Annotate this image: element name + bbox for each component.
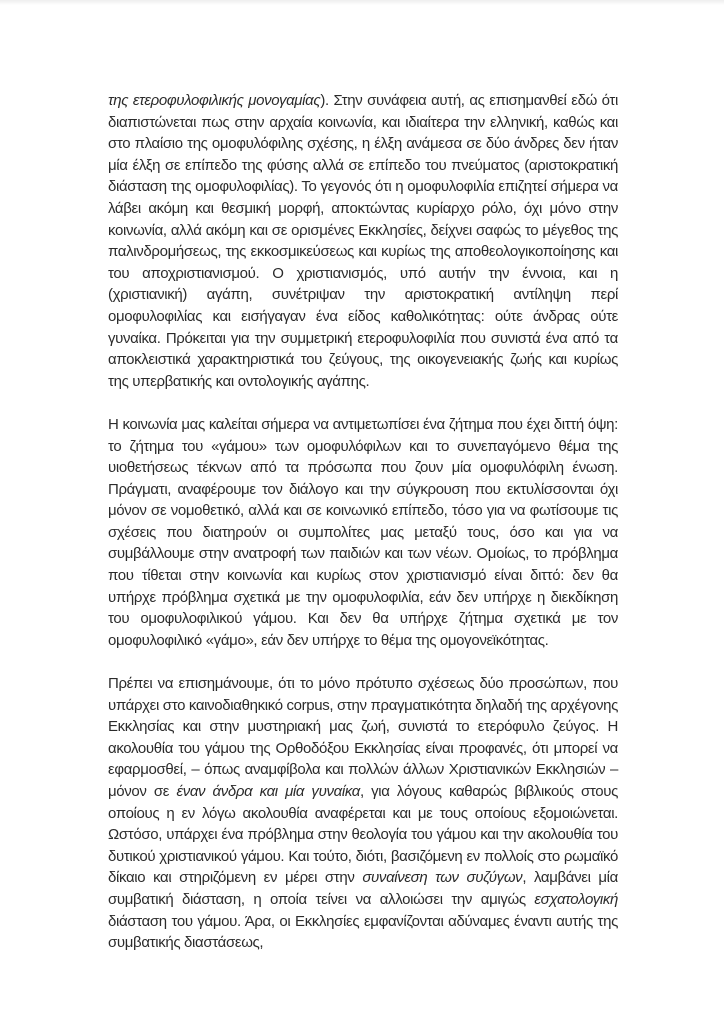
italic-phrase: συναίνεση των συζύγων <box>362 869 523 887</box>
italic-phrase: έναν άνδρα και μία γυναίκα <box>176 783 360 800</box>
text-run: διάσταση του γάμου. Άρα, οι Εκκλησίες εμφανίζονται αδύναμες έναντι αυτής της συμβατικής διαστάσεως, <box>108 912 618 952</box>
scan-top-edge <box>0 0 724 5</box>
paragraph-3 <box>108 673 618 954</box>
text-run: ). Στην συνάφεια αυτή, ας επισημανθεί εδώ ότι διαπιστώνεται πως στην αρχαία κοινωνία, και ιδιαίτερα την ελληνική, καθώς και στο πλαίσιο της ομοφυλόφιλης σχέσης, η έλξη ανάμεσα σε δύο άνδρες δεν ήταν μία έλξη σε επίπεδο της φύσης αλλά σε επίπεδο του πνεύματος (αριστοκρατική διάσταση της ομοφυλοφιλίας). Το γεγονός ότι η ομοφυλοφιλία επιζητεί σήμερα να λάβει ακόμη και θεσμική μορφή, αποκτώντας κυρίαρχο ρόλο, όχι μόνο στην κοινωνία, αλλά ακόμη και σε ορισμένες Εκκλησίες, δείχνει σαφώς το μέγεθος της παλινδρομήσεως, της εκκοσμικεύσεως και κυρίως της αποθεολογικοποίησης και του αποχριστιανισμού. Ο χριστιανισμός, υπό αυτήν την έννοια, και η (χριστιανική) αγάπη, συνέτριψαν την αριστοκρατική αντίληψη περί ομοφυλοφιλίας και εισήγαγαν ένα είδος καθολικότητας: ούτε άνδρας ούτε γυναίκα. Πρόκειται για την συμμετρική ετεροφυλοφιλία που συνιστά ένα από τα αποκλειστικά χαρακτηριστικά του ζεύγους, της οικογενειακής ζωής και κυρίως της υπερβατικής και οντολογικής αγάπης. <box>108 92 618 390</box>
text-run: , για λόγους καθαρώς βιβλικούς στους οποίους η εν λόγω ακολουθία αναφέρεται και με τους οποίους εξομοιώνεται. Ωστόσο, υπάρχει ένα πρόβλημα στην θεολογία του γάμου και την ακολουθία του δυτικού χριστιανικού γάμου. Και τούτο, διότι, βασιζόμενη εν πολλοίς στο ρωμαϊκό δίκαιο και στηριζόμενη εν μέρει στην <box>108 783 618 887</box>
italic-phrase: εσχατολογική <box>534 890 618 908</box>
text-run: Η κοινωνία μας καλείται σήμερα να αντιμετωπίσει ένα ζήτημα που έχει διττή όψη: το ζήτημα του «γάμου» των ομοφυλόφιλων και το συνεπαγόμενο θέμα της υιοθετήσεως τέκνων από τα πρόσωπα που ζουν μία ομοφυλόφιλη ένωση. Πράγματι, αναφέρουμε τον διάλογο και την σύγκρουση που εκτυλίσσονται όχι μόνον σε νομοθετικό, αλλά και σε κοινωνικό επίπεδο, τόσο για να φωτίσουμε τις σχέσεις που διατηρούν οι συμπολίτες μας μεταξύ τους, όσο και για να συμβάλλουμε στην ανατροφή των παιδιών και των νέων. Ομοίως, το πρόβλημα που τίθεται στην κοινωνία και κυρίως στον χριστιανισμό είναι διττό: δεν θα υπήρχε πρόβλημα σχετικά με την ομοφυλοφιλία, εάν δεν υπήρχε η διεκδίκηση του ομοφυλοφιλικού γάμου. Και δεν θα υπήρχε ζήτημα σχετικά με τον ομοφυλοφιλικό «γάμο», εάν δεν υπήρχε το θέμα της ομογονεϊκότητας. <box>108 415 618 649</box>
paragraph-1 <box>108 90 618 392</box>
text-run: Πρέπει να επισημάνουμε, ότι το μόνο πρότυπο σχέσεως δύο προσώπων, που υπάρχει στο καινοδιαθηκικό corpus, στην πραγματικότητα δηλαδή της αρχέγονης Εκκλησίας και στην μυστηριακή μας ζωή, συνιστά το ετερόφυλο ζεύγος. Η ακολουθία του γάμου της Ορθοδόξου Εκκλησίας είναι προφανές, ότι μπορεί να εφαρμοσθεί, – όπως αναμφίβολα και πολλών άλλων Χριστιανικών Εκκλησιών – μόνον σε <box>108 675 618 800</box>
italic-phrase: της ετεροφυλοφιλικής μονογαμίας <box>108 92 321 109</box>
document-page <box>108 90 618 975</box>
text-run: , λαμβάνει μία συμβατική διάσταση, η οποία τείνει να αλλοιώσει την αμιγώς <box>108 869 618 908</box>
paragraph-2 <box>108 414 618 652</box>
